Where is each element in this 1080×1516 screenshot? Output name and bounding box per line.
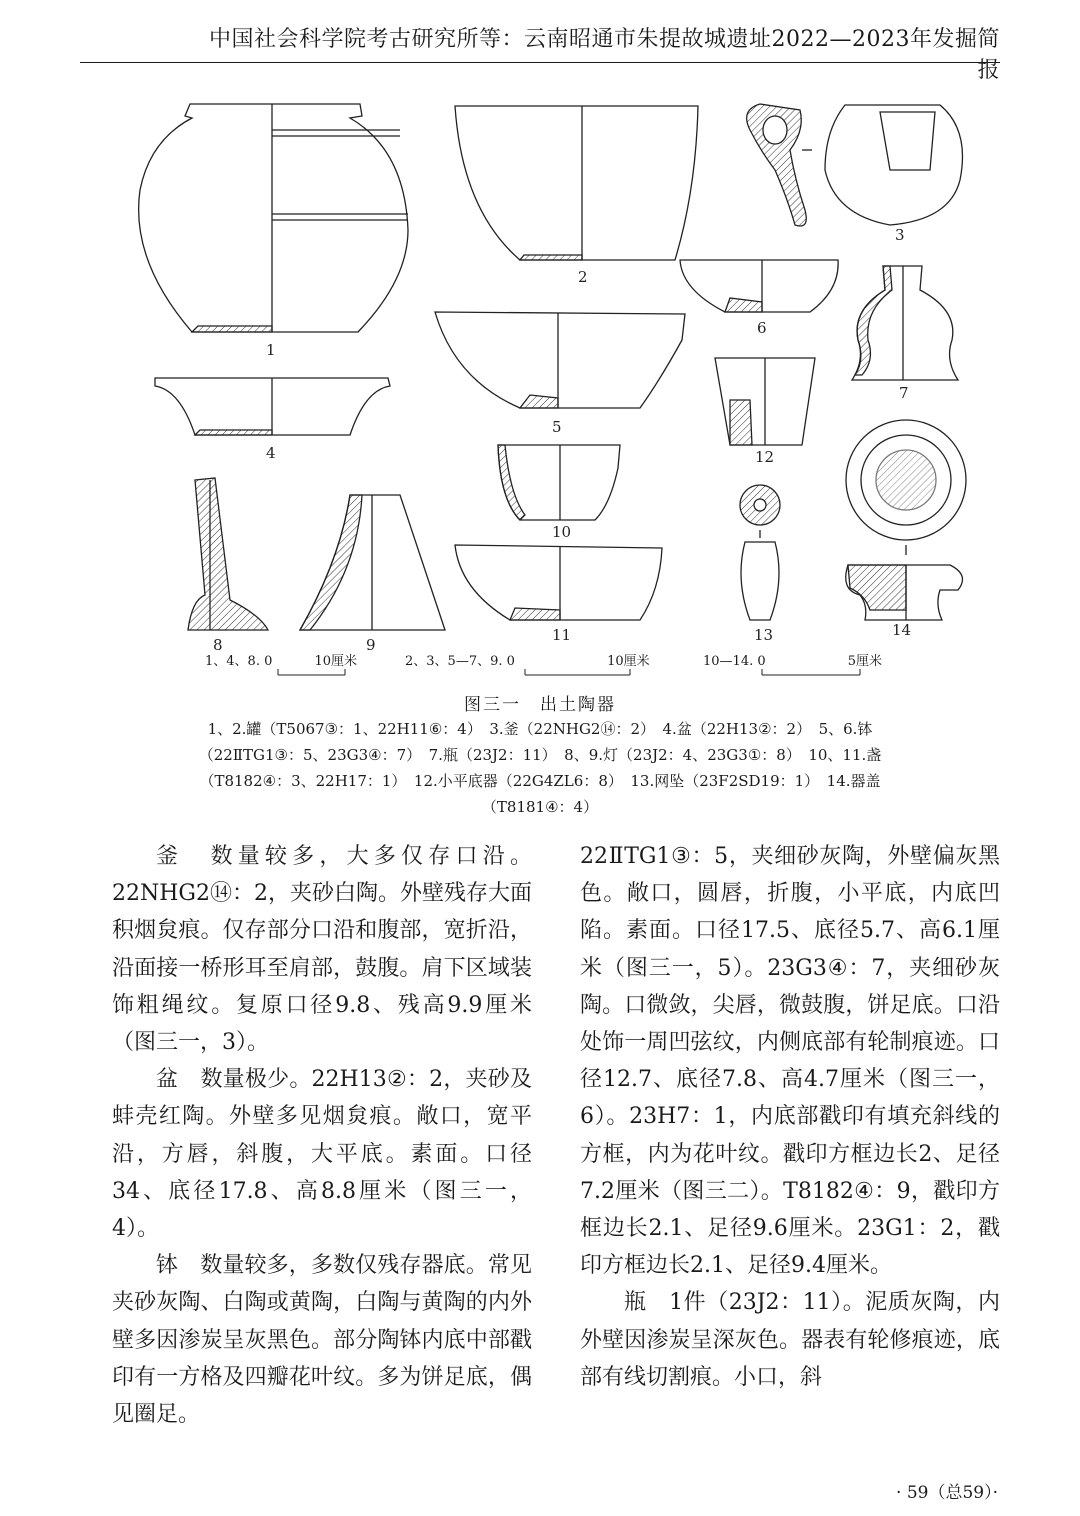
figure-caption: 1、2.罐（T5067③：1、22H11⑥：4） 3.釜（22NHG2⑭：2） 4.盆（22H13②：2） 5、6.钵 （22ⅡTG1③：5、23G3④：7） 7.瓶（23J2：11） 8、9.灯（23J2：4、23G3①：8） 10、11.盏 （T8182④：3、22H17：1） 12.小平底器（22G4ZL6：8） 13.网坠（23F2SD19：1） 14.器盖 （T8181④：4）: [198, 720, 882, 816]
scale-bars: [278, 669, 860, 675]
vessel-10-cup: [498, 445, 620, 541]
label-8: 8: [213, 636, 223, 654]
paragraph-pen: 盆 数量极少。22H13②：2，夹砂及蚌壳红陶。外壁多见烟炱痕。敞口，宽平沿，方唇，斜腹，大平底。素面。口径34、底径17.8、高8.8厘米（图三一，4）。: [112, 1067, 532, 1242]
label-4: 4: [266, 444, 276, 462]
vessel-13-net-sinker: [740, 485, 780, 644]
scale-3: 10—14. 0 5厘米: [703, 654, 883, 669]
scale-2: 2、3、5—7、9. 0 10厘米: [405, 654, 650, 669]
text-column-left: [112, 838, 532, 1433]
label-14: 14: [892, 621, 912, 639]
label-10: 10: [552, 523, 572, 541]
label-12: 12: [755, 448, 775, 466]
label-2: 2: [578, 268, 588, 286]
header-rule: [80, 62, 1000, 63]
vessel-4-basin: [155, 378, 390, 462]
vessel-8-lamp: [188, 478, 268, 654]
vessel-14-lid: [846, 545, 963, 639]
scale-1: 1、4、8. 0 10厘米: [205, 654, 358, 669]
paragraph-bo: 钵 数量较多，多数仅残存器底。常见夹砂灰陶、白陶或黄陶，白陶与黄陶的内外壁多因渗炭呈灰黑色。部分陶钵内底中部戳印有一方格及四瓣花叶纹。多为饼足底，偶见圈足。: [112, 1253, 532, 1428]
vessel-1-jar: [139, 104, 408, 359]
label-9: 9: [366, 636, 376, 654]
vessel-7-bottle: [852, 266, 958, 402]
paragraph-fu: 釜 数量较多，大多仅存口沿。22NHG2⑭：2，夹砂白陶。外壁残存大面积烟炱痕。仅存部分口沿和腹部，宽折沿，沿面接一桥形耳至肩部，鼓腹。肩下区域装饰粗绳纹。复原口径9.8、残高9.9厘米（图三一，3）。: [112, 844, 532, 1056]
label-11: 11: [552, 626, 572, 644]
label-1: 1: [266, 341, 276, 359]
label-3: 3: [895, 226, 905, 244]
label-5: 5: [552, 418, 562, 436]
label-7: 7: [899, 384, 909, 402]
vessel-9-lamp: [300, 495, 445, 654]
vessel-12: [715, 358, 815, 466]
label-13: 13: [754, 626, 774, 644]
vessel-3-cauldron: [747, 104, 963, 244]
label-6: 6: [757, 319, 767, 337]
paragraph-ping: 瓶 1件（23J2：11）。泥质灰陶，内外壁因渗炭呈深灰色。器表有轮修痕迹，底部有线切割痕。小口，斜: [580, 1290, 1000, 1390]
vessel-2: [455, 106, 698, 286]
paragraph-bo-cont: 22ⅡTG1③：5，夹细砂灰陶，外壁偏灰黑色。敞口，圆唇，折腹，小平底，内底凹陷。素面。口径17.5、底径5.7、高6.1厘米（图三一，5）。23G3④：7，夹细砂灰陶。口微敛，尖唇，微鼓腹，饼足底。口沿处饰一周凹弦纹，内侧底部有轮制痕迹。口径12.7、底径7.8、高4.7厘米（图三一，6）。23H7：1，内底部戳印有填充斜线的方框，内为花叶纹。戳印方框边长2、足径7.2厘米（图三二）。T8182④：9，戳印方框边长2.1、足径9.6厘米。23G1：2，戳印方框边长2.1、足径9.4厘米。: [580, 844, 1000, 1279]
vessel-14-top-view: [846, 420, 966, 540]
figure-title: 图三一 出土陶器: [464, 695, 616, 715]
pottery-figure: [100, 90, 980, 690]
vessel-6-bowl: [680, 260, 838, 337]
vessel-5-bowl: [435, 312, 685, 436]
page-number: · 59（总59）·: [896, 1483, 998, 1503]
running-header: 中国社会科学院考古研究所等：云南昭通市朱提故城遗址2022—2023年发掘简报: [209, 27, 1000, 83]
text-column-right: [580, 838, 1000, 1396]
vessel-11-cup: [455, 545, 662, 644]
